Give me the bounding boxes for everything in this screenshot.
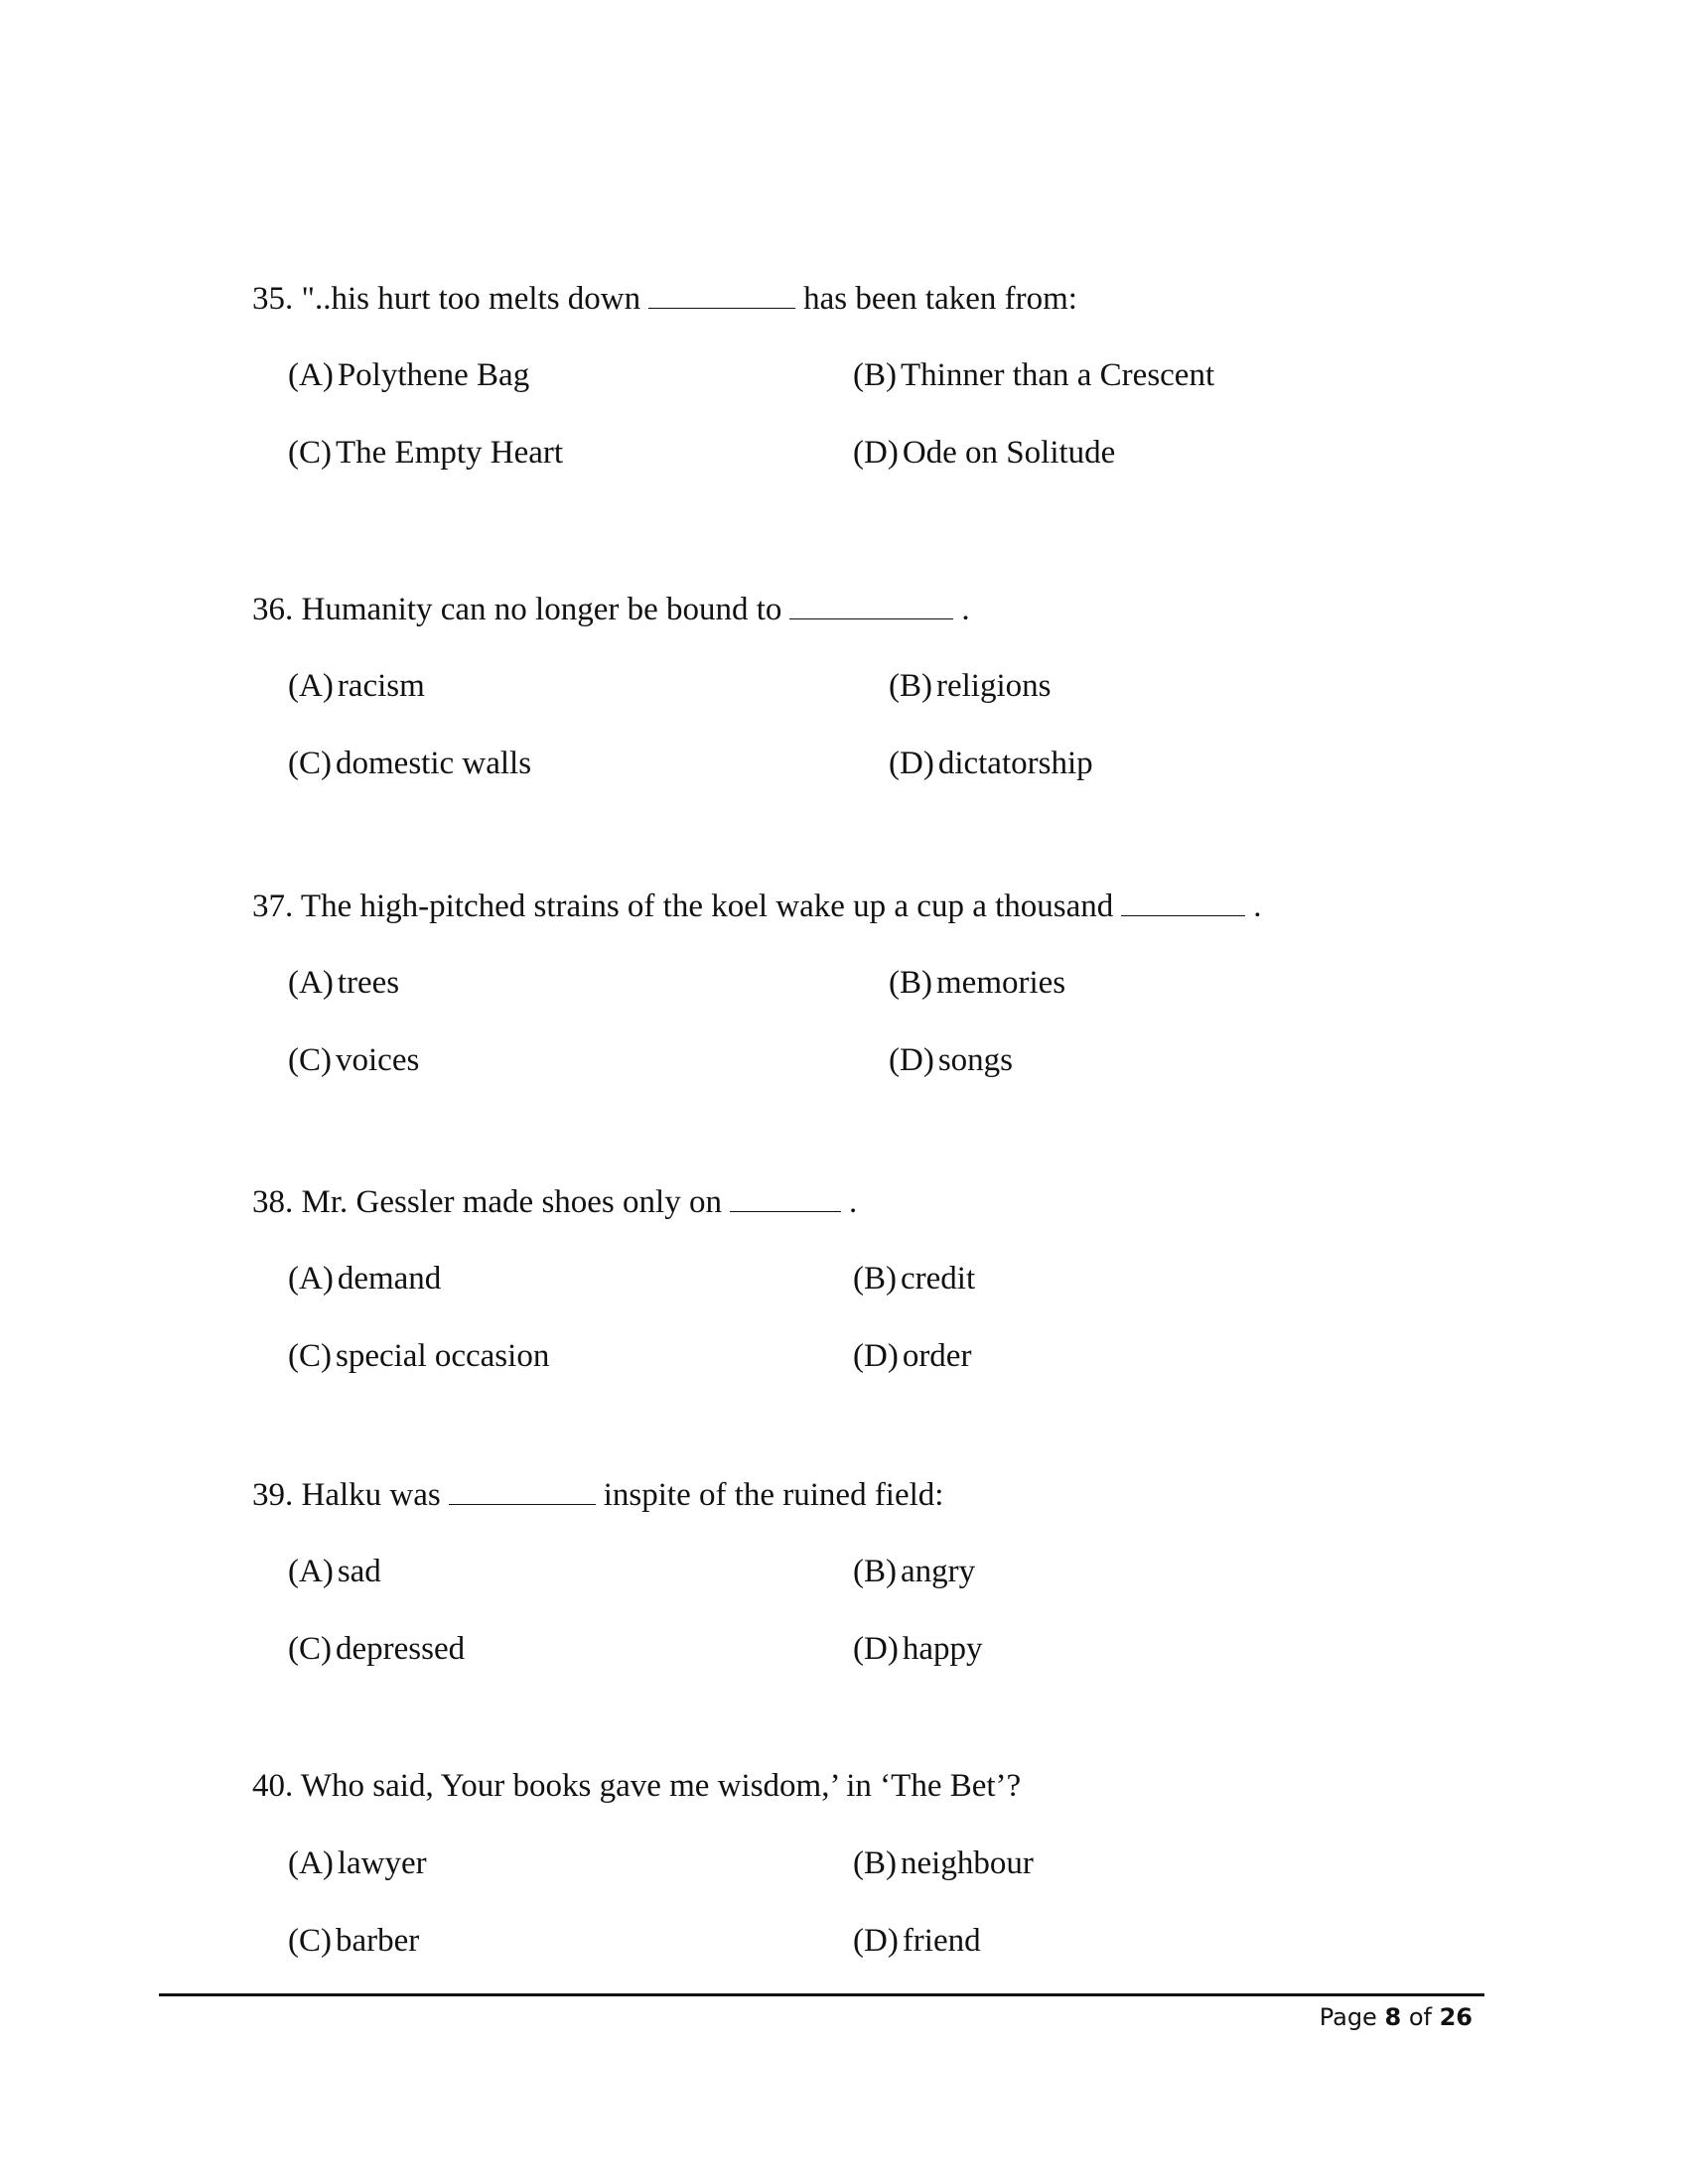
question-text-after: . — [961, 592, 970, 627]
option-label: (A) — [288, 965, 334, 1001]
option-text: trees — [337, 965, 400, 1001]
option-text: Ode on Solitude — [902, 435, 1116, 471]
option-text: The Empty Heart — [336, 435, 564, 471]
option-b — [853, 1843, 1034, 1883]
option-d — [853, 1921, 981, 1961]
option-label: (C) — [288, 746, 332, 781]
option-label: (D) — [853, 435, 899, 471]
option-label: (A) — [288, 1261, 334, 1297]
option-label: (C) — [288, 1338, 332, 1374]
option-b — [853, 1259, 975, 1298]
question-number: 39. — [252, 1477, 294, 1513]
footer-rule — [159, 1993, 1484, 1996]
option-text: memories — [936, 965, 1066, 1001]
option-label: (C) — [288, 1631, 332, 1667]
option-label: (B) — [853, 1845, 897, 1881]
option-text: sad — [337, 1554, 381, 1589]
of-word: of — [1408, 2003, 1432, 2031]
question-39 — [252, 1474, 943, 1515]
question-40 — [252, 1766, 1021, 1806]
question-number: 37. — [252, 888, 294, 924]
option-text: neighbour — [901, 1845, 1034, 1881]
option-b — [889, 963, 1065, 1003]
option-label: (D) — [853, 1631, 899, 1667]
option-label: (B) — [853, 1554, 897, 1589]
question-38 — [252, 1181, 857, 1222]
option-text: happy — [902, 1631, 983, 1667]
option-a — [288, 355, 529, 395]
option-label: (D) — [889, 1042, 934, 1078]
option-text: voices — [336, 1042, 420, 1078]
total-pages: 26 — [1439, 2003, 1473, 2031]
option-d — [853, 433, 1115, 473]
question-text: Humanity can no longer be bound to — [301, 592, 782, 627]
option-c — [288, 1336, 549, 1376]
option-text: depressed — [336, 1631, 466, 1667]
question-36 — [252, 589, 970, 629]
answer-blank — [730, 1181, 841, 1212]
option-c — [288, 1040, 419, 1080]
option-c — [288, 744, 531, 783]
option-label: (C) — [288, 1042, 332, 1078]
question-number: 36. — [252, 592, 294, 627]
question-text-after: has been taken from: — [803, 281, 1077, 317]
option-label: (B) — [853, 357, 897, 393]
option-text: demand — [337, 1261, 442, 1297]
option-label: (C) — [288, 1923, 332, 1959]
option-text: lawyer — [337, 1845, 427, 1881]
answer-blank — [449, 1474, 596, 1505]
question-text: The high-pitched strains of the koel wake up a cup a thousand — [300, 888, 1114, 924]
option-text: religions — [936, 668, 1052, 704]
option-c — [288, 433, 563, 473]
page-word: Page — [1319, 2003, 1377, 2031]
page-footer — [1320, 2003, 1473, 2031]
option-a — [288, 1259, 441, 1298]
question-text: Mr. Gessler made shoes only on — [301, 1184, 722, 1220]
question-37 — [252, 886, 1262, 926]
option-text: credit — [901, 1261, 976, 1297]
option-text: domestic walls — [336, 746, 532, 781]
question-text-after: . — [848, 1184, 858, 1220]
option-b — [853, 355, 1214, 395]
question-number: 40. — [252, 1768, 294, 1804]
option-label: (D) — [889, 746, 934, 781]
option-text: friend — [902, 1923, 981, 1959]
option-label: (A) — [288, 1845, 334, 1881]
question-text: Who said, Your books gave me wisdom,’ in ‘The Bet’? — [300, 1768, 1022, 1804]
question-text: "..his hurt too melts down — [301, 281, 641, 317]
question-number: 35. — [252, 281, 294, 317]
option-text: Polythene Bag — [337, 357, 530, 393]
option-text: dictatorship — [937, 746, 1093, 781]
option-c — [288, 1921, 419, 1961]
question-text-after: inspite of the ruined field: — [603, 1477, 944, 1513]
option-text: angry — [901, 1554, 976, 1589]
option-label: (A) — [288, 1554, 334, 1589]
option-a — [288, 1552, 381, 1591]
option-label: (C) — [288, 435, 332, 471]
option-label: (D) — [853, 1923, 899, 1959]
option-b — [889, 666, 1051, 706]
option-text: special occasion — [336, 1338, 550, 1374]
option-label: (B) — [889, 668, 932, 704]
option-label: (D) — [853, 1338, 899, 1374]
answer-blank — [789, 589, 953, 619]
option-text: barber — [336, 1923, 420, 1959]
option-text: racism — [337, 668, 425, 704]
option-label: (B) — [853, 1261, 897, 1297]
option-d — [889, 1040, 1013, 1080]
answer-blank — [648, 278, 795, 309]
question-text: Halku was — [301, 1477, 441, 1513]
option-text: Thinner than a Crescent — [901, 357, 1215, 393]
answer-blank — [1121, 886, 1245, 916]
option-a — [288, 1843, 427, 1883]
option-d — [853, 1629, 982, 1669]
option-b — [853, 1552, 975, 1591]
option-a — [288, 666, 425, 706]
option-label: (B) — [889, 965, 932, 1001]
question-number: 38. — [252, 1184, 294, 1220]
question-text-after: . — [1253, 888, 1262, 924]
option-d — [889, 744, 1093, 783]
option-c — [288, 1629, 465, 1669]
option-text: order — [902, 1338, 972, 1374]
option-d — [853, 1336, 971, 1376]
current-page: 8 — [1384, 2003, 1402, 2031]
question-35 — [252, 278, 1077, 319]
option-label: (A) — [288, 357, 334, 393]
option-label: (A) — [288, 668, 334, 704]
option-a — [288, 963, 399, 1003]
option-text: songs — [937, 1042, 1013, 1078]
